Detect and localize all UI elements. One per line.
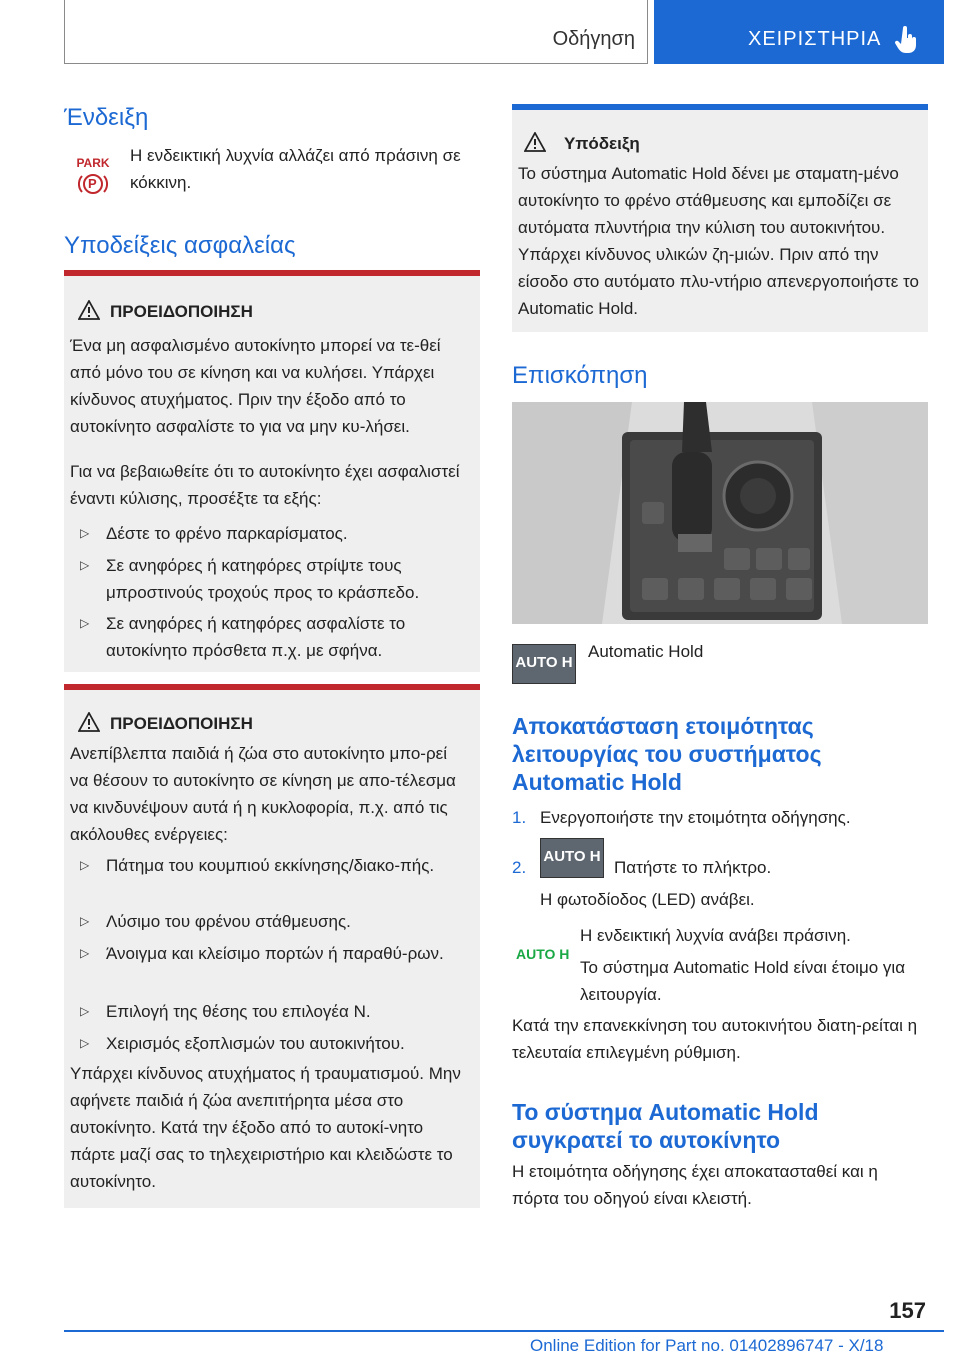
warning-1-paragraph-2: Για να βεβαιωθείτε ότι το αυτοκίνητο έχει ασφαλιστεί έναντι κύλισης, προσέξτε τα εξής: (70, 462, 460, 508)
indicator-heading: Ένδειξη (64, 104, 149, 131)
park-icon-symbol: P (88, 176, 97, 191)
bullet-triangle-icon: ▷ (80, 946, 90, 960)
holds-text: Η ετοιμότητα οδήγησης έχει αποκατασταθεί και η πόρτα του οδηγού είναι κλειστή. (512, 1162, 878, 1208)
step-number: 2. (512, 858, 527, 877)
warning-box-1-bar (64, 270, 480, 276)
park-icon-label: PARK (76, 156, 110, 170)
bullet-triangle-icon: ▷ (80, 526, 90, 540)
auto-hold-button-icon: AUTO H (540, 838, 604, 878)
footer-divider (64, 1330, 944, 1332)
indicator-text: Η ενδεικτική λυχνία αλλάζει από πράσινη σε κόκκινη. (130, 146, 461, 192)
ready-text: Το σύστημα Automatic Hold είναι έτοιμο για λειτουργία. (580, 958, 906, 1004)
warning-2-paragraph-1: Ανεπίβλεπτα παιδιά ή ζώα στο αυτοκίνητο μπο-ρεί να θέσουν το αυτοκίνητο σε κίνηση με απο-τέλεσμα να κινδυνέψουν αυτά ή η κυκλοφορία, π.χ. από τις ακόλουθες ενέργειες: (70, 744, 456, 844)
step-text: Πατήστε το πλήκτρο. (614, 858, 772, 877)
warning-triangle-icon (78, 712, 100, 732)
header-chapter-title: ΧΕΙΡΙΣΤΗΡΙΑ (748, 28, 882, 50)
step-text: Ενεργοποιήστε την ετοιμότητα οδήγησης. (540, 808, 851, 827)
warning-box-2: ΠΡΟΕΙΔΟΠΟΙΗΣΗ Ανεπίβλεπτα παιδιά ή ζώα στο αυτοκίνητο μπο-ρεί να θέσουν το αυτοκίνητο σε κίνηση με απο-τέλεσμα να κινδυνέψουν αυτά ή η κυκλοφορία, π.χ. από τις ακόλουθες ενέργειες: ▷ Πάτημα του κουμπιού εκκίνησης/διακο-πής. ▷ Λύσιμο του φρένου στάθμευσης. ▷ Άνοιγμα και κλείσιμο πορτών ή παραθύ-ρων. ▷ Επιλογή της θέσης του επιλογέα N. ▷ Χειρισμός εξοπλισμών του αυτοκινήτου. Υπάρχει κίνδυνος ατυχήματος ή τραυματισμού. Μην αφήνετε παιδιά ή ζώα ανεπιτήρητα μέσα στο αυτοκίνητο. Κατά την έξοδο από το αυτοκί-νητο πάρτε μαζί σας το τηλεχειριστήριο και κλειδώστε το αυτοκίνητο. (64, 684, 480, 1208)
note-title: Υπόδειξη (564, 134, 640, 153)
bullet-triangle-icon: ▷ (80, 1004, 90, 1018)
auto-hold-button-icon: AUTO H (512, 644, 576, 684)
holds-heading: Το σύστημα Automatic Hold συγκρατεί το αυτοκίνητο (512, 1099, 819, 1153)
safety-heading: Υποδείξεις ασφαλείας (64, 232, 296, 259)
header-section-title: Οδήγηση (552, 28, 635, 50)
green-indicator-text: Η ενδεικτική λυχνία ανάβει πράσινη. (580, 926, 851, 945)
bullet-triangle-icon: ▷ (80, 616, 90, 630)
warning-2-paragraph-2: Υπάρχει κίνδυνος ατυχήματος ή τραυματισμού. Μην αφήνετε παιδιά ή ζώα ανεπιτήρητα μέσα στο αυτοκίνητο. Κατά την έξοδο από το αυτοκί-νητο πάρτε μαζί σας το τηλεχειριστήριο και κλειδώστε το αυτοκίνητο. (70, 1064, 461, 1191)
bullet-triangle-icon: ▷ (80, 558, 90, 572)
note-text: Το σύστημα Automatic Hold δένει με σταματη-μένο αυτοκίνητο το φρένο στάθμευσης και εμποδίζει σε αυτόματα πλυντήρια την κύλιση του αυτοκινήτου. Υπάρχει κίνδυνος υλικών ζη-μιών. Πριν από την είσοδο στο αυτόματο πλυ-ντήριο απενεργοποιήστε το Automatic Hold. (518, 164, 919, 318)
overview-heading: Επισκόπηση (512, 362, 648, 389)
step-number: 1. (512, 808, 527, 827)
header-chapter-tab[interactable] (654, 0, 944, 64)
note-triangle-icon (524, 132, 546, 152)
restart-text: Κατά την επανεκκίνηση του αυτοκινήτου διατη-ρείται η τελευταία επιλεγμένη ρύθμιση. (512, 1016, 918, 1062)
header-section-box (64, 0, 648, 64)
warning-triangle-icon (78, 300, 100, 320)
warning-box-1: ΠΡΟΕΙΔΟΠΟΙΗΣΗ Ένα μη ασφαλισμένο αυτοκίνητο μπορεί να τε-θεί από μόνο του σε κίνηση και να κυλήσει. Υπάρχει κίνδυνος ατυχήματος. Πριν την έξοδο από το αυτοκίνητο ασφαλίστε το για να μην κυ-λήσει. Για να βεβαιωθείτε ότι το αυτοκίνητο έχει ασφαλιστεί έναντι κύλισης, προσέξτε τα εξής: ▷ Δέστε το φρένο παρκαρίσματος. ▷ Σε ανηφόρες ή κατηφόρες στρίψτε τους μπροστινούς τροχούς προς το κράσπεδο. ▷ Σε ανηφόρες ή κατηφόρες ασφαλίστε το αυτοκίνητο πρόσθετα π.χ. με σφήνα. (64, 270, 480, 672)
hand-pointer-icon (894, 26, 920, 54)
warning-1-title: ΠΡΟΕΙΔΟΠΟΙΗΣΗ (110, 302, 253, 321)
bullet-triangle-icon: ▷ (80, 914, 90, 928)
park-brake-icon (74, 156, 112, 196)
restore-heading: Αποκατάσταση ετοιμότητας λειτουργίας του συστήματος Automatic Hold (512, 713, 822, 795)
warning-box-2-bar (64, 684, 480, 690)
warning-1-paragraph-1: Ένα μη ασφαλισμένο αυτοκίνητο μπορεί να τε-θεί από μόνο του σε κίνηση και να κυλήσει. Υπάρχει κίνδυνος ατυχήματος. Πριν την έξοδο από το αυτοκίνητο ασφαλίστε το για να μην κυ-λήσει. (70, 336, 441, 436)
auto-hold-green-indicator-icon: AUTO H (516, 946, 570, 962)
warning-2-title: ΠΡΟΕΙΔΟΠΟΙΗΣΗ (110, 714, 253, 733)
bullet-triangle-icon: ▷ (80, 1036, 90, 1050)
bullet-triangle-icon: ▷ (80, 858, 90, 872)
note-box-bar (512, 104, 928, 110)
center-console-photo (512, 402, 928, 624)
auto-hold-caption: Automatic Hold (588, 642, 704, 661)
led-text: Η φωτοδίοδος (LED) ανάβει. (540, 890, 755, 909)
page-number: 157 (889, 1298, 926, 1323)
note-box (512, 104, 928, 332)
footer-edition: Online Edition for Part no. 01402896747 - X/18 (530, 1336, 884, 1355)
